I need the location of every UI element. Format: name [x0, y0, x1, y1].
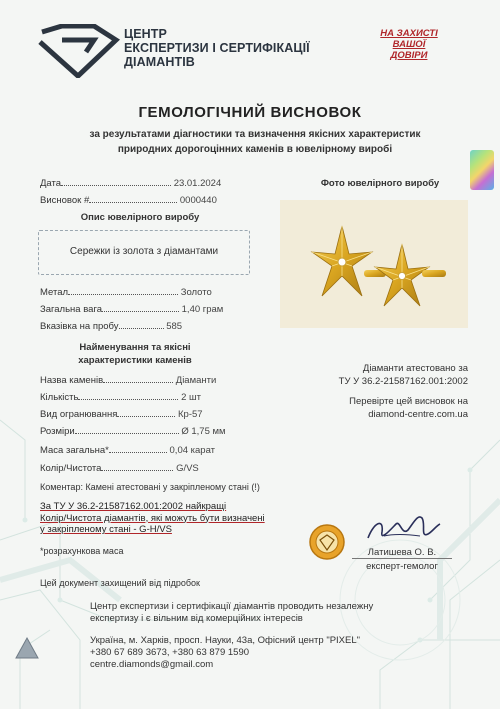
signer-name: Латишева О. В. [367, 547, 437, 558]
stone-label: Маса загальна* [40, 445, 109, 456]
item-description-heading: Опис ювелірного виробу [80, 212, 200, 223]
comment: Коментар: Камені атестовані у закріпленому стані (!) [40, 482, 260, 492]
stone-row [40, 409, 203, 420]
stamp-line-3: ДОВІРИ [390, 50, 428, 61]
hologram-sticker [470, 150, 494, 190]
triangle-mark-icon [14, 636, 40, 660]
stone-row [40, 375, 216, 386]
photo-caption: Фото ювелірного виробу [320, 178, 440, 189]
stone-value: 0,04 карат [169, 445, 216, 456]
date-row [40, 178, 221, 189]
brand-line-3: ДІАМАНТІВ [124, 55, 195, 69]
signature-line [352, 558, 452, 559]
signature-icon [362, 508, 442, 548]
brand-name [124, 27, 310, 69]
metal-row [40, 287, 212, 298]
subtitle-line-2: природних дорогоцінних каменів в ювелірному виробі [117, 144, 393, 155]
center-statement [90, 601, 430, 625]
brand-line-1: ЦЕНТР [124, 27, 167, 41]
contact-info [90, 635, 430, 671]
protection-note: Цей документ захищений від підробок [40, 578, 200, 588]
metal-label: Метал [40, 287, 69, 298]
diamond-logo-icon [36, 24, 120, 78]
report-number-label: Висновок # [40, 195, 90, 206]
verification-note [300, 395, 468, 421]
stamp-line-2: ВАШОЇ [392, 39, 426, 50]
stones-heading [40, 341, 230, 367]
document-title: ГЕМОЛОГІЧНИЙ ВИСНОВОК [138, 104, 362, 121]
stone-value: 2 шт [181, 392, 202, 403]
stones-heading-line-1: Найменування та якісні [79, 342, 191, 353]
email-line[interactable]: centre.diamonds@gmail.com [90, 659, 214, 670]
attestation-note [300, 362, 468, 388]
brand-line-2: ЕКСПЕРТИЗИ І СЕРТИФІКАЦІЇ [124, 41, 310, 55]
date-value: 23.01.2024 [173, 178, 222, 189]
stone-row [40, 445, 215, 456]
hallmark-value: 585 [166, 321, 183, 332]
verification-line-1: Перевірте цей висновок на [349, 396, 468, 407]
stone-label: Назва каменів [40, 375, 104, 386]
earrings-photo [280, 200, 468, 328]
subtitle-line-1: за результатами діагностики та визначення якісних характеристик [89, 129, 421, 140]
tu-note [40, 501, 320, 536]
document-subtitle [40, 127, 470, 157]
total-weight-value: 1,40 грам [181, 304, 224, 315]
stone-row [40, 392, 201, 403]
total-weight-row [40, 304, 223, 315]
calculated-mass-note: *розрахункова маса [40, 546, 124, 556]
stamp-line-1: НА ЗАХИСТІ [380, 28, 438, 39]
stone-value: G/VS [176, 463, 199, 474]
date-label: Дата [40, 178, 62, 189]
stone-label: Колір/Чистота [40, 463, 102, 474]
verification-link[interactable]: diamond-centre.com.ua [368, 409, 468, 420]
stone-value: Ø 1,75 мм [181, 426, 226, 437]
address-line: Україна, м. Харків, просп. Науки, 43а, Офісний центр "PIXEL" [90, 635, 361, 646]
stones-heading-line-2: характеристики каменів [78, 355, 192, 366]
tu-line-2: Колір/Чистота діамантів, які можуть бути визначені [40, 512, 265, 524]
attestation-line-2: ТУ У 36.2-21587162.001:2002 [338, 376, 468, 387]
stone-label: Вид огранювання [40, 409, 118, 420]
tu-line-3: у закріпленому стані - G-H/VS [40, 524, 172, 535]
center-line-1: Центр експертизи і сертифікації діамантів проводить незалежну [90, 601, 374, 612]
signer-role: експерт-гемолог [366, 561, 438, 572]
hallmark-label: Вказівка на пробу [40, 321, 119, 332]
item-description: Сережки із золота з діамантами [69, 246, 219, 257]
hallmark-row [40, 321, 182, 332]
center-line-2: експертизу і є вільним від комерційних інтересів [90, 613, 303, 624]
stone-row [40, 463, 199, 474]
trust-stamp [364, 28, 454, 61]
attestation-line-1: Діаманти атестовано за [362, 363, 468, 374]
stone-row [40, 426, 226, 437]
report-number-row [40, 195, 217, 206]
report-number-value: 0000440 [179, 195, 217, 206]
seal-icon [308, 523, 346, 561]
phone-line: +380 67 689 3673, +380 63 879 1590 [90, 647, 250, 658]
stone-label: Розміри [40, 426, 75, 437]
metal-value: Золото [180, 287, 212, 298]
total-weight-label: Загальна вага [40, 304, 102, 315]
stone-value: Кр-57 [178, 409, 203, 420]
tu-line-1: За ТУ У 36.2-21587162.001:2002 найкращі [40, 501, 227, 512]
stone-value: Діаманти [175, 375, 217, 386]
stone-label: Кількість [40, 392, 79, 403]
